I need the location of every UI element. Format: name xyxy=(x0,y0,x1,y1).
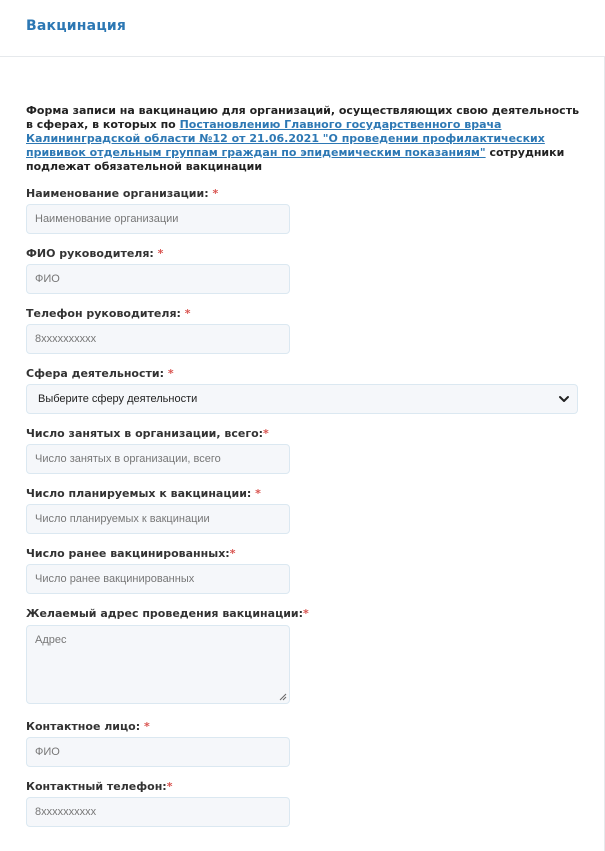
employees-total-label: Число занятых в организации, всего:* xyxy=(26,427,269,440)
employees-total-input[interactable]: Число занятых в организации, всего xyxy=(26,444,290,474)
head-phone-label: Телефон руководителя: * xyxy=(26,307,191,320)
address-placeholder: Адрес xyxy=(35,634,67,646)
resize-grip-icon[interactable] xyxy=(279,693,287,701)
contact-phone-input[interactable]: 8xxxxxxxxxx xyxy=(26,797,290,827)
org-name-label: Наименование организации: * xyxy=(26,187,219,200)
head-phone-input[interactable]: 8xxxxxxxxxx xyxy=(26,324,290,354)
address-textarea[interactable] xyxy=(26,625,290,704)
required-mark: * xyxy=(143,720,150,733)
vaccinated-label: Число ранее вакцинированных:* xyxy=(26,547,236,560)
contact-person-input[interactable]: ФИО xyxy=(26,737,290,767)
address-label: Желаемый адрес проведения вакцинации:* xyxy=(26,607,309,620)
intro-text-before: Форма записи на вакцинацию для организаций, осуществляющих свою деятельность в сферах, в которых по xyxy=(26,104,580,131)
intro-text-after: сотрудники подлежат обязательной вакцинации xyxy=(26,146,565,173)
head-fio-input[interactable]: ФИО xyxy=(26,264,290,294)
decree-link[interactable]: Постановлению Главного государственного врача Калининградской области №12 от 21.06.2021 "О проведении профилактических прививок отдельным группам граждан по эпидемическим показаниям" xyxy=(26,118,545,159)
contact-phone-label: Контактный телефон:* xyxy=(26,780,173,793)
required-mark: * xyxy=(184,307,191,320)
head-fio-label: ФИО руководителя: * xyxy=(26,247,164,260)
planned-input[interactable]: Число планируемых к вакцинации xyxy=(26,504,290,534)
required-mark: * xyxy=(167,367,174,380)
required-mark: * xyxy=(157,247,164,260)
sphere-label: Сфера деятельности: * xyxy=(26,367,174,380)
required-mark: * xyxy=(303,607,309,620)
form-intro xyxy=(26,104,582,174)
sphere-selected-value: Выберите сферу деятельности xyxy=(38,393,198,405)
planned-label: Число планируемых к вакцинации: * xyxy=(26,487,261,500)
page-title: Вакцинация xyxy=(26,18,127,34)
page-header xyxy=(0,0,605,57)
required-mark: * xyxy=(229,547,236,560)
vaccinated-input[interactable]: Число ранее вакцинированных xyxy=(26,564,290,594)
required-mark: * xyxy=(255,487,261,500)
contact-person-label: Контактное лицо: * xyxy=(26,720,150,733)
required-mark: * xyxy=(263,427,269,440)
required-mark: * xyxy=(212,187,219,200)
chevron-down-icon xyxy=(558,394,570,404)
org-name-input[interactable]: Наименование организации xyxy=(26,204,290,234)
sphere-select[interactable] xyxy=(26,384,578,414)
required-mark: * xyxy=(166,780,173,793)
